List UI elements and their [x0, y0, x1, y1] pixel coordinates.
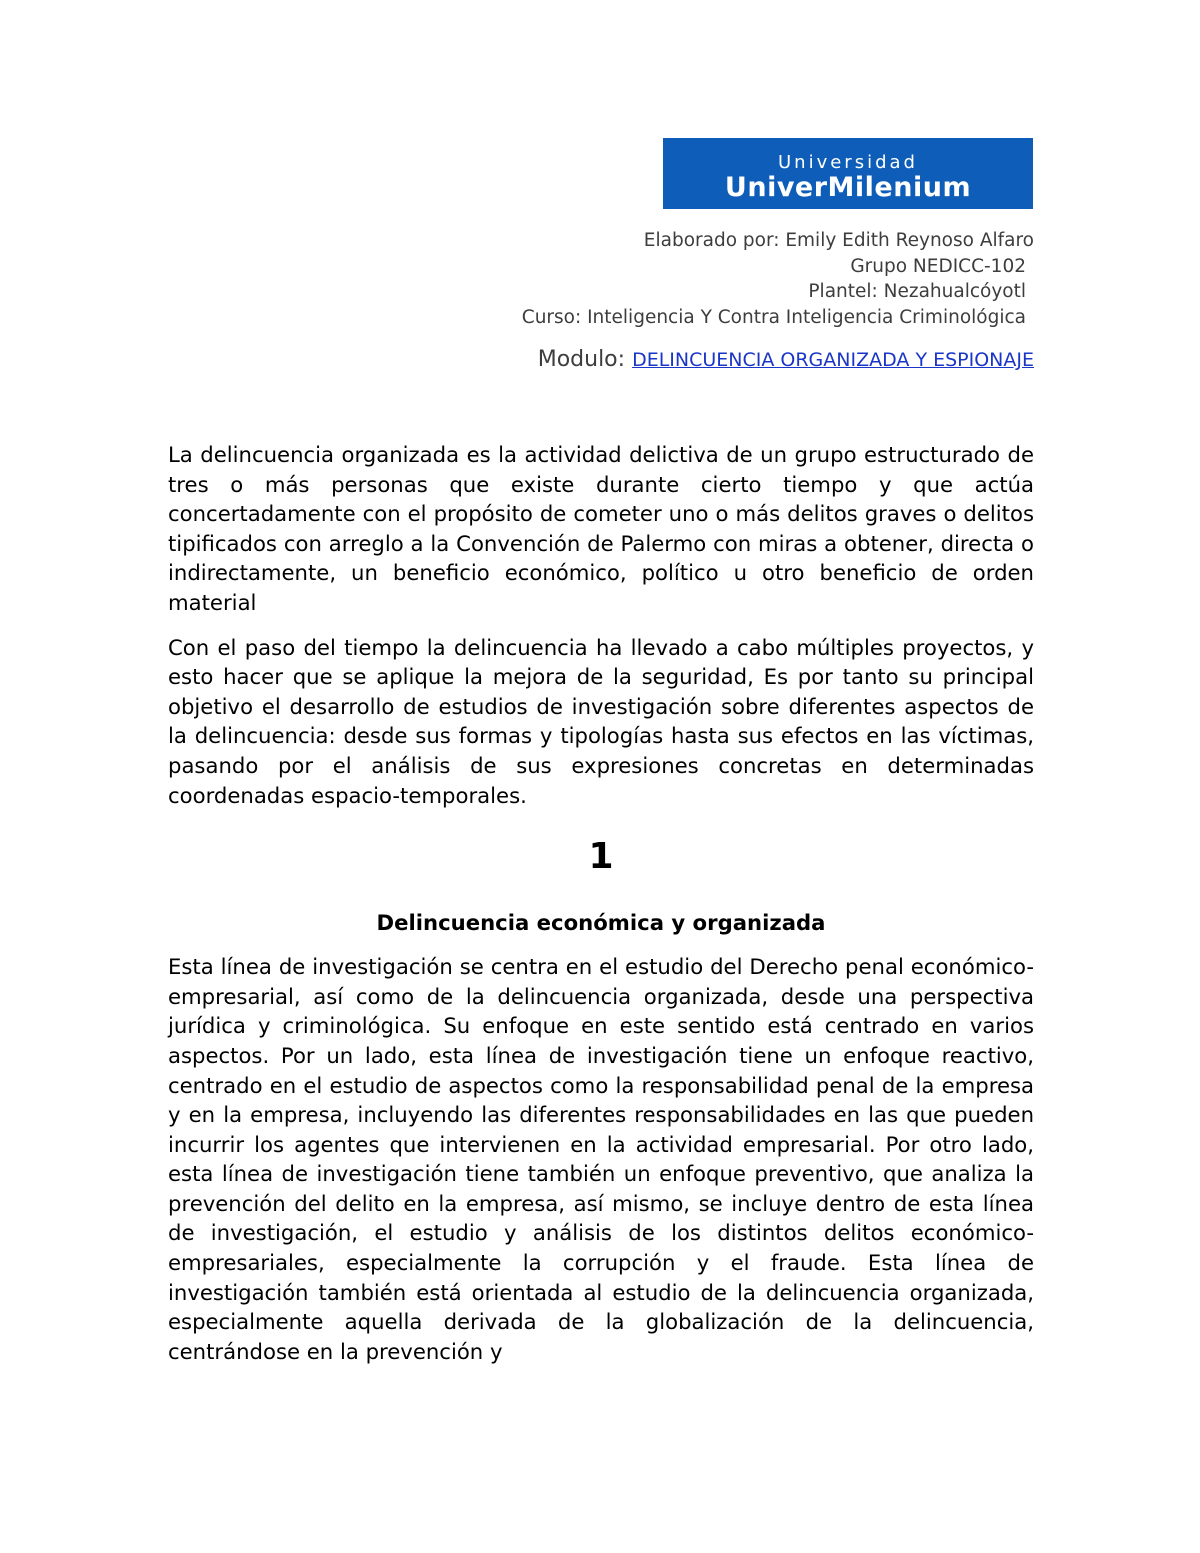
university-logo	[663, 138, 1033, 209]
author-info	[522, 228, 1034, 330]
paragraph-section: Esta línea de investigación se centra en el estudio del Derecho penal económico-empresarial, así como de la delincuencia organizada, desde una perspectiva jurídica y criminológica. Su enfoque en este sentido está centrado en varios aspectos. Por un lado, esta línea de investigación tiene un enfoque reactivo, centrado en el estudio de aspectos como la responsabilidad penal de la empresa y en la empresa, incluyendo las diferentes responsabilidades en las que pueden incurrir los agentes que intervienen en la actividad empresarial. Por otro lado, esta línea de investigación tiene también un enfoque preventivo, que analiza la prevención del delito en la empresa, así mismo, se incluye dentro de esta línea de investigación, el estudio y análisis de los distintos delitos económico-empresariales, especialmente la corrupción y el fraude. Esta línea de investigación también está orientada al estudio de la delincuencia organizada, especialmente aquella derivada de la globalización de la delincuencia, centrándose en la prevención y	[168, 954, 1034, 1364]
group-line: Grupo NEDICC-102	[850, 255, 1026, 277]
author-line: Elaborado por: Emily Edith Reynoso Alfaro	[643, 230, 1034, 251]
module-line	[538, 347, 1034, 372]
logo-line-univermilenium: UniverMilenium	[724, 172, 972, 203]
paragraph-intro: La delincuencia organizada es la actividad delictiva de un grupo estructurado de tres o más personas que existe durante cierto tiempo y que actúa concertadamente con el propósito de cometer uno o más delitos graves o delitos tipificados con arreglo a la Convención de Palermo con miras a obtener, directa o indirectamente, un beneficio económico, político u otro beneficio de orden material	[168, 442, 1034, 615]
document-body	[168, 440, 1034, 1366]
course-line: Curso: Inteligencia Y Contra Inteligencia Criminológica	[521, 306, 1026, 328]
section-number: 1	[588, 836, 614, 878]
paragraph-second: Con el paso del tiempo la delincuencia ha llevado a cabo múltiples proyectos, y esto hacer que se aplique la mejora de la seguridad, Es por tanto su principal objetivo el desarrollo de estudios de investigación sobre diferentes aspectos de la delincuencia: desde sus formas y tipologías hasta sus efectos en las víctimas, pasando por el análisis de sus expresiones concretas en determinadas coordenadas espacio-temporales.	[168, 634, 1034, 808]
section-title: Delincuencia económica y organizada	[376, 910, 826, 936]
logo-line-universidad: Universidad	[778, 152, 918, 173]
module-link[interactable]: DELINCUENCIA ORGANIZADA Y ESPIONAJE	[632, 349, 1034, 371]
module-label: Modulo:	[537, 347, 626, 372]
campus-line: Plantel: Nezahualcóyotl	[808, 281, 1026, 302]
